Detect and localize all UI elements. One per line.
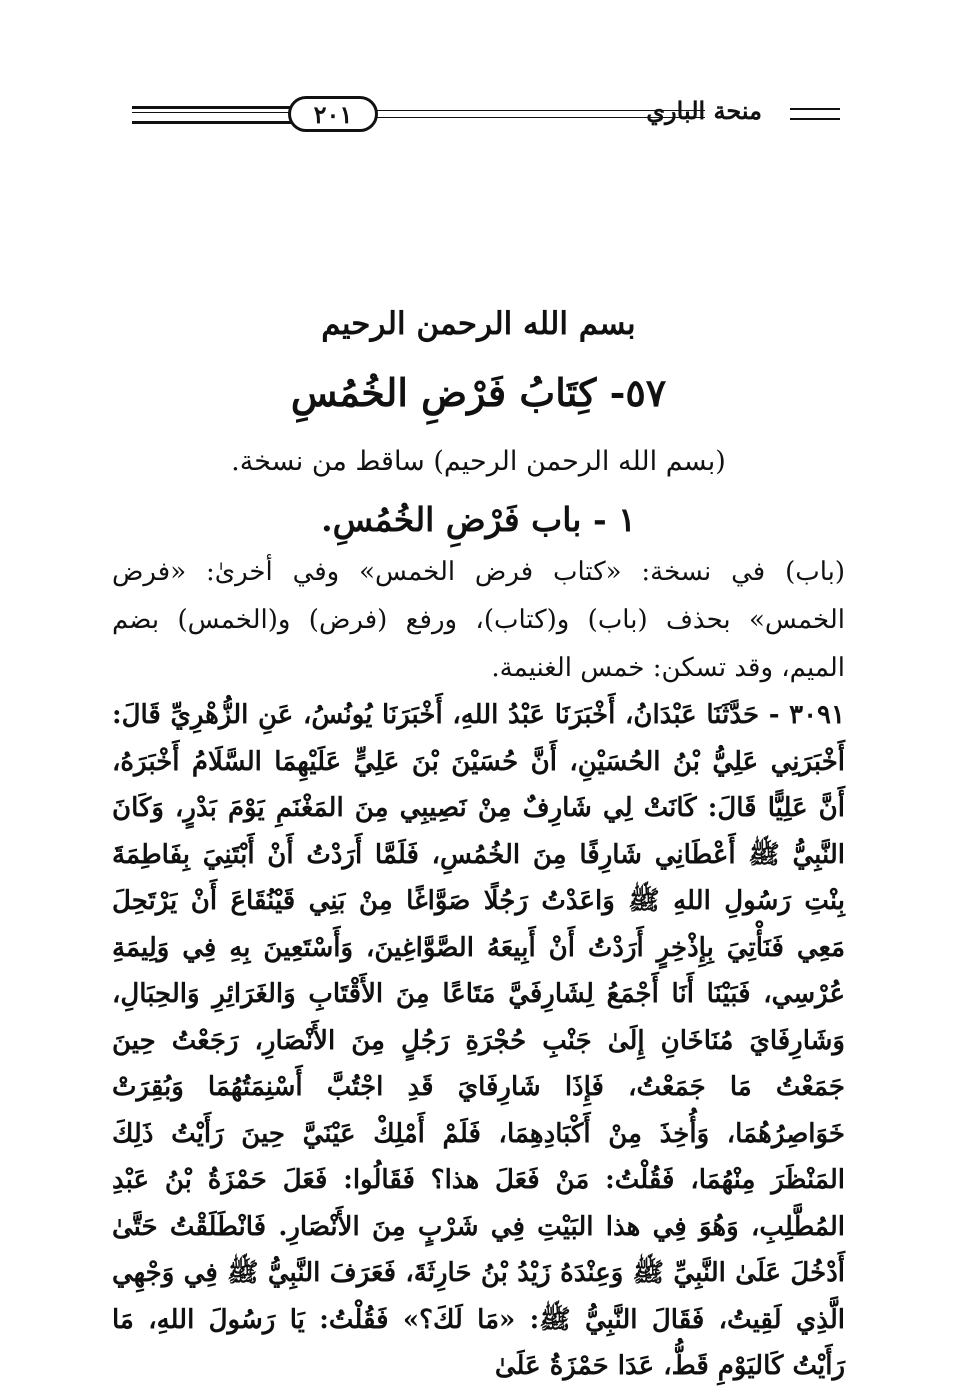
commentary-paragraph: (باب) في نسخة: «كتاب فرض الخمس» وفي أخرىٰ: «فرض الخمس» بحذف (باب) و(كتاب)، ورفع (فرض) و(الخمس) بضم الميم، وقد تسكن: خمس الغنيمة. (112, 557, 845, 683)
header-left-rule (132, 106, 302, 124)
header-right-rule (790, 108, 840, 120)
hadith-paragraph (112, 692, 845, 1390)
book-title: ٥٧- كِتَابُ فَرْضِ الخُمُسِ (290, 370, 667, 415)
hadith-number: ٣٠٩١ (789, 700, 845, 730)
basmala-note: (بسم الله الرحمن الرحيم) ساقط من نسخة. (231, 446, 726, 477)
page-number: ٢٠١ (288, 96, 378, 132)
hadith-text: - حَدَّثَنَا عَبْدَانُ، أَخْبَرَنَا عَبْدُ اللهِ، أَخْبَرَنَا يُونُسُ، عَنِ الزُّهْرِيِّ قَالَ: أَخْبَرَنِي عَلِيُّ بْنُ الحُسَيْنِ، أَنَّ حُسَيْنَ بْنَ عَلِيٍّ عَلَيْهِمَا السَّلَامُ أَخْبَرَهُ، أَنَّ عَلِيًّا قَالَ: كَانَتْ لِي شَارِفٌ مِنْ نَصِيبِي مِنَ المَغْنَمِ يَوْمَ بَدْرٍ، وَكَانَ النَّبِيُّ ﷺ أَعْطَانِي شَارِفًا مِنَ الخُمُسِ، فَلَمَّا أَرَدْتُ أَنْ أَبْتَنِيَ بِفَاطِمَةَ بِنْتِ رَسُولِ اللهِ ﷺ وَاعَدْتُ رَجُلًا صَوَّاغًا مِنْ بَنِي قَيْنُقَاعَ أَنْ يَرْتَحِلَ مَعِي فَنَأْتِيَ بِإِذْخِرٍ أَرَدْتُ أَنْ أَبِيعَهُ الصَّوَّاغِينَ، وَأَسْتَعِينَ بِهِ فِي وَلِيمَةِ عُرْسِي، فَبَيْنَا أَنَا أَجْمَعُ لِشَارِفَيَّ مَتَاعًا مِنَ الأَقْتَابِ وَالغَرَائِرِ وَالحِبَالِ، وَشَارِفَايَ مُنَاخَانِ إِلَىٰ جَنْبِ حُجْرَةِ رَجُلٍ مِنَ الأَنْصَارِ، رَجَعْتُ حِينَ جَمَعْتُ مَا جَمَعْتُ، فَإِذَا شَارِفَايَ قَدِ اجْتُبَّ أَسْنِمَتُهُمَا وَبُقِرَتْ خَوَاصِرُهُمَا، وَأُخِذَ مِنْ أَكْبَادِهِمَا، فَلَمْ أَمْلِكْ عَيْنَيَّ حِينَ رَأَيْتُ ذَلِكَ المَنْظَرَ مِنْهُمَا، فَقُلْتُ: مَنْ فَعَلَ هذا؟ فَقَالُوا: فَعَلَ حَمْزَةُ بْنُ عَبْدِ المُطَّلِبِ، وَهُوَ فِي هذا البَيْتِ فِي شَرْبٍ مِنَ الأَنْصَارِ. فَانْطَلَقْتُ حَتَّىٰ أَدْخُلَ عَلَىٰ النَّبِيِّ ﷺ وَعِنْدَهُ زَيْدُ بْنُ حَارِثَةَ، فَعَرَفَ النَّبِيُّ ﷺ فِي وَجْهِي الَّذِي لَقِيتُ، فَقَالَ النَّبِيُّ ﷺ: «مَا لَكَ؟» فَقُلْتُ: يَا رَسُولَ اللهِ، مَا رَأَيْتُ كَاليَوْمِ قَطُّ، عَدَا حَمْزَةُ عَلَىٰ (112, 700, 845, 1381)
running-title: منحة الباري (646, 96, 762, 125)
chapter-title: ١ - باب فَرْضِ الخُمُسِ. (321, 500, 636, 539)
running-header (120, 92, 840, 140)
basmala-heading: بسم الله الرحمن الرحيم (321, 306, 636, 342)
